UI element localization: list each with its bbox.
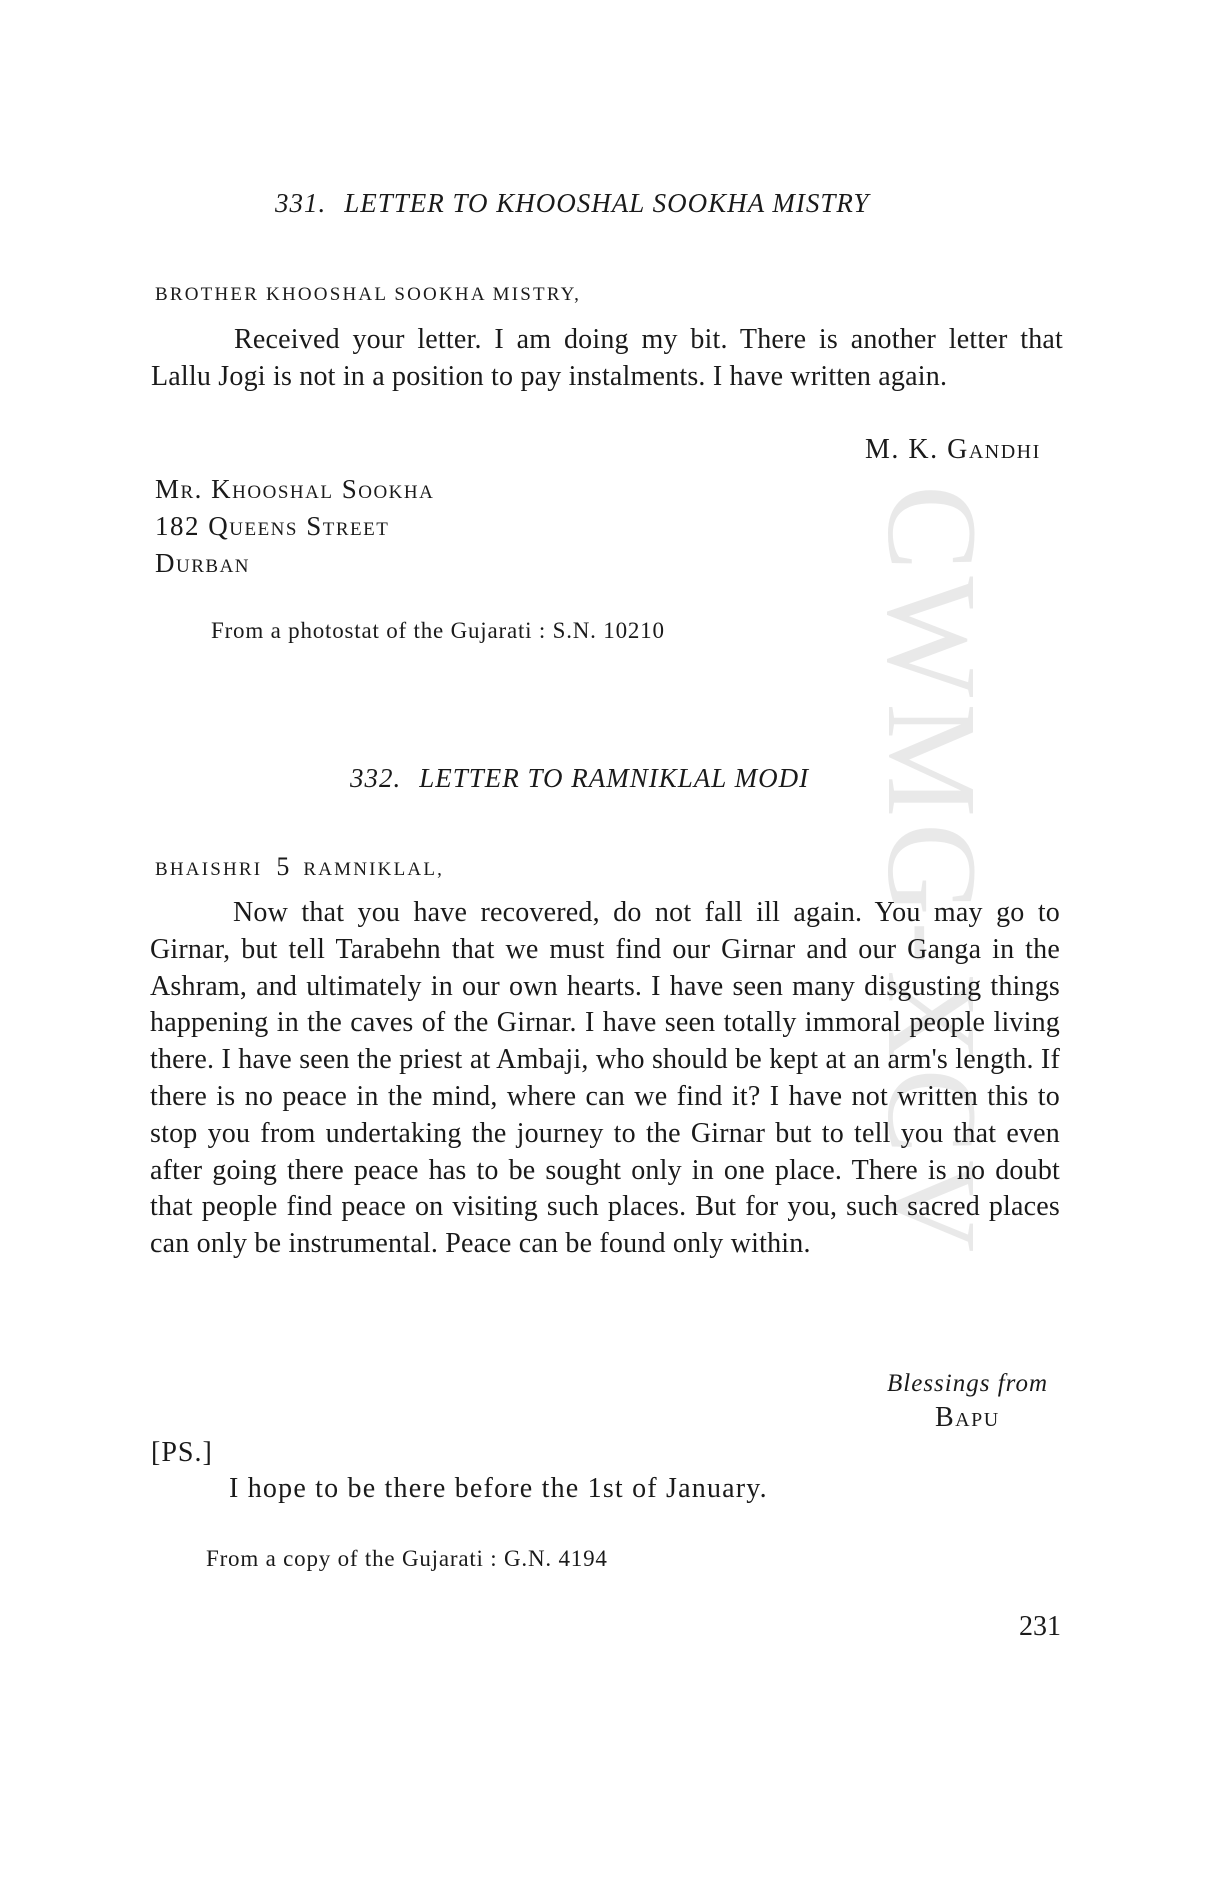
salutation-number: 5 (276, 852, 290, 881)
letter-331-title: LETTER TO KHOOSHAL SOOKHA MISTRY (344, 188, 870, 218)
letter-332-title: LETTER TO RAMNIKLAL MODI (419, 763, 810, 793)
letter-332-blessings: Blessings from (887, 1370, 1048, 1397)
letter-332-source: From a copy of the Gujarati : G.N. 4194 (206, 1546, 608, 1571)
letter-332-salutation (155, 852, 444, 882)
salutation-name: RAMNIKLAL, (303, 859, 445, 880)
letter-332-body: Now that you have recovered, do not fall ill again. You may go to Girnar, but tell Tarabehn that we must find our Girnar and our Ganga in the Ashram, and ultimately in our own hearts. I have seen many disgusting things happening in the caves of the Girnar. I have seen totally immoral people living there. I have seen the priest at Ambaji, who should be kept at an arm's length. If there is no peace in the mind, where can we find it? I have not written this to stop you from undertaking the journey to the Girnar but to tell you that even after going there peace has to be sought only in one place. There is no doubt that people find peace on visiting such places. But for you, such sacred places can only be instrumental. Peace can be found only within. (150, 897, 1060, 1260)
letter-331-address (155, 471, 434, 582)
letter-332-signature: Bapu (935, 1402, 1000, 1433)
letter-331-number: 331. (275, 188, 327, 218)
salutation-prefix: BHAISHRI (155, 859, 263, 880)
letter-331-heading (275, 188, 869, 219)
postscript-text: I hope to be there before the 1st of January. (229, 1473, 768, 1504)
watermark: CWMG-XCV (861, 485, 1003, 1259)
address-line-street: 182 Queens Street (155, 511, 390, 541)
letter-331-signature: M. K. Gandhi (865, 434, 1041, 465)
letter-332-number: 332. (350, 763, 402, 793)
letter-332-heading (350, 763, 809, 794)
address-line-name: Mr. Khooshal Sookha (155, 474, 435, 504)
letter-331-source: From a photostat of the Gujarati : S.N. 10210 (211, 618, 665, 643)
letter-331-body: Received your letter. I am doing my bit. There is another letter that Lallu Jogi is not in a position to pay instalments. I have written again. (151, 324, 1063, 392)
address-line-city: Durban (155, 548, 251, 578)
postscript-label: [PS.] (151, 1437, 213, 1468)
letter-331-salutation: BROTHER KHOOSHAL SOOKHA MISTRY, (155, 284, 582, 305)
page-number: 231 (1019, 1611, 1061, 1642)
